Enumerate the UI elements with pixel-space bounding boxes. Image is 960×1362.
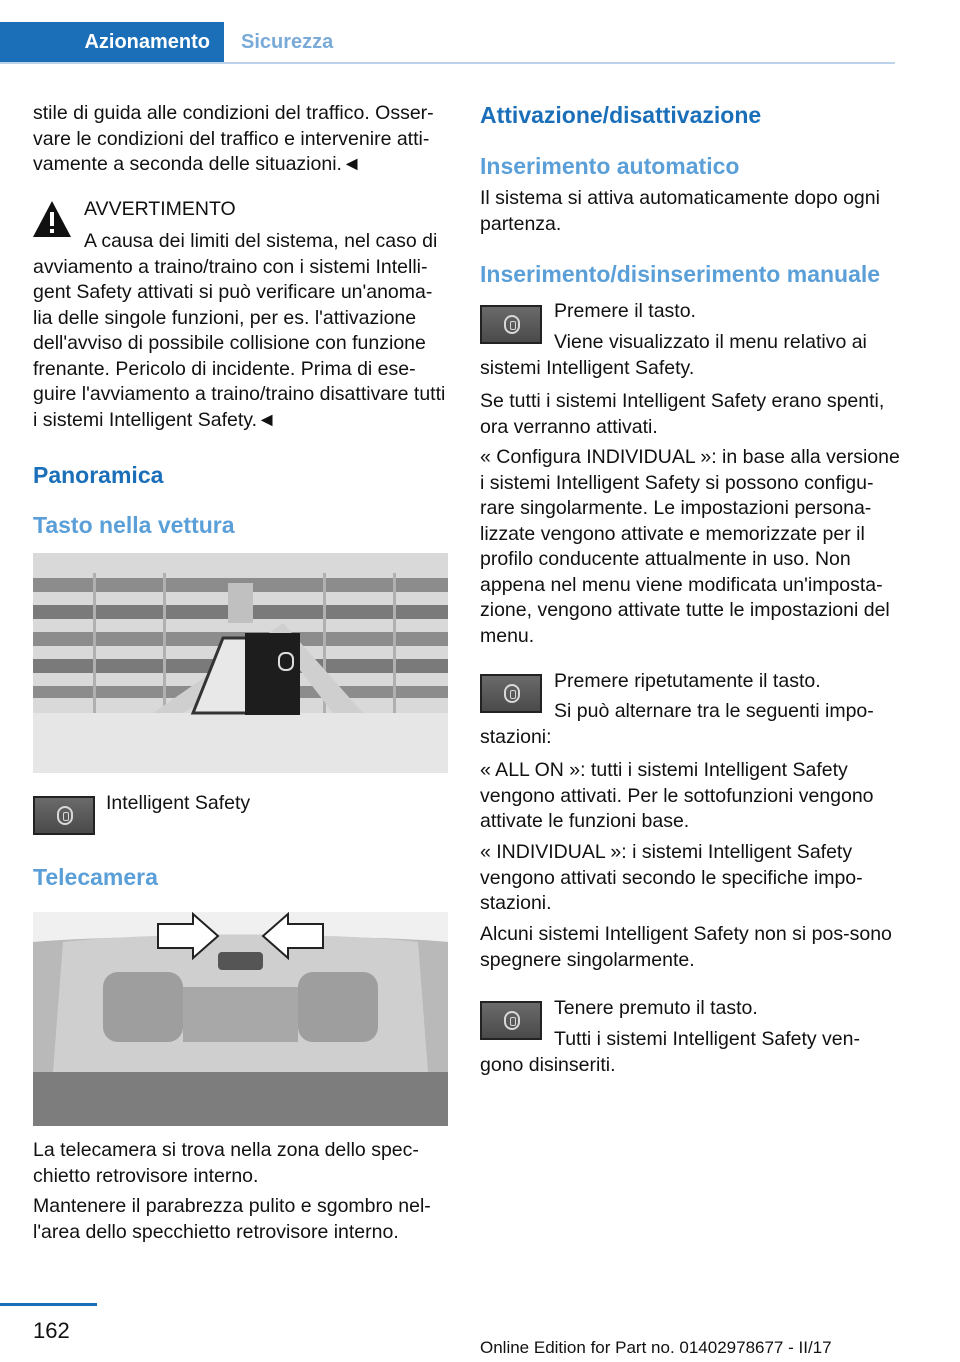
step3-a: Tenere premuto il tasto.: [554, 997, 758, 1019]
camera-text-2: Mantenere il parabrezza pulito e sgombro nel-l'area dello specchietto retrovisore interno.: [33, 1195, 431, 1243]
footer-rule: [0, 1303, 97, 1306]
step3-b: Tutti i sistemi Intelligent Safety ven-gono disinseriti.: [480, 1028, 860, 1076]
heading-tasto: Tasto nella vettura: [33, 512, 235, 538]
warning-text: A causa dei limiti del sistema, nel caso di avviamento a traino/traino con i sistemi Intelli-gent Safety attivati si può verificare un'anoma-lia delle singole funzioni, per es. l'attivazione dell'avviso di possibile collisione con funzione frenante. Pericolo di incidente. Prima di ese-guire l'avviamento a traino/traino disattivare tutti i sistemi Intelligent Safety.◄: [33, 230, 446, 431]
paragraph-alcuni: Alcuni sistemi Intelligent Safety non si pos-sono spegnere singolarmente.: [480, 923, 892, 971]
heading-inserimento-automatico: Inserimento automatico: [480, 153, 740, 179]
auto-text: Il sistema si attiva automaticamente dopo ogni partenza.: [480, 187, 880, 235]
heading-manuale: Inserimento/disinserimento manuale: [480, 261, 881, 287]
warning-title: AVVERTIMENTO: [84, 198, 236, 220]
paragraph-all-on: « ALL ON »: tutti i sistemi Intelligent Safety vengono attivati. Per le sottofunzioni vengono attivate le funzioni base.: [480, 759, 874, 832]
grille-button-photo: [33, 553, 448, 773]
step1-a: Premere il tasto.: [554, 300, 696, 322]
camera-text-1: La telecamera si trova nella zona dello spec-chietto retrovisore interno.: [33, 1139, 419, 1187]
intro-paragraph: [33, 101, 448, 178]
page-number: 162: [33, 1318, 70, 1343]
paragraph-configura: « Configura INDIVIDUAL »: in base alla versione i sistemi Intelligent Safety si possono configu-rare singolarmente. Le impostazioni persona-lizzate vengono attivate e memorizzate per il profilo conducente attualmente in uso. Non appena nel menu viene modificata un'imposta-zione, vengono attivate tutte le impostazioni del menu.: [480, 446, 900, 647]
paragraph-individual: « INDIVIDUAL »: i sistemi Intelligent Safety vengono attivati secondo le specifiche impo-stazioni.: [480, 841, 863, 914]
step2-b: Si può alternare tra le seguenti impo-stazioni:: [480, 700, 874, 748]
tab-bar: [0, 0, 895, 64]
tab-azionamento[interactable]: Azionamento: [0, 22, 224, 62]
camera-photo: [33, 912, 448, 1126]
paragraph-spenti: Se tutti i sistemi Intelligent Safety erano spenti, ora verranno attivati.: [480, 390, 885, 438]
heading-telecamera: Telecamera: [33, 864, 158, 890]
tab-sicurezza[interactable]: Sicurezza: [241, 31, 334, 53]
heading-panoramica: Panoramica: [33, 462, 164, 488]
step2-a: Premere ripetutamente il tasto.: [554, 670, 821, 692]
step1-b: Viene visualizzato il menu relativo ai sistemi Intelligent Safety.: [480, 331, 867, 379]
edition-text: Online Edition for Part no. 01402978677 - II/17: [480, 1338, 832, 1357]
heading-attivazione: Attivazione/disattivazione: [480, 102, 762, 128]
button-caption: Intelligent Safety: [106, 792, 251, 814]
intelligent-safety-button-icon: [33, 796, 95, 835]
intro-text: stile di guida alle condizioni del traffico. Osser-vare le condizioni del traffico e intervenire atti-vamente a seconda delle situazioni.◄: [33, 102, 434, 175]
